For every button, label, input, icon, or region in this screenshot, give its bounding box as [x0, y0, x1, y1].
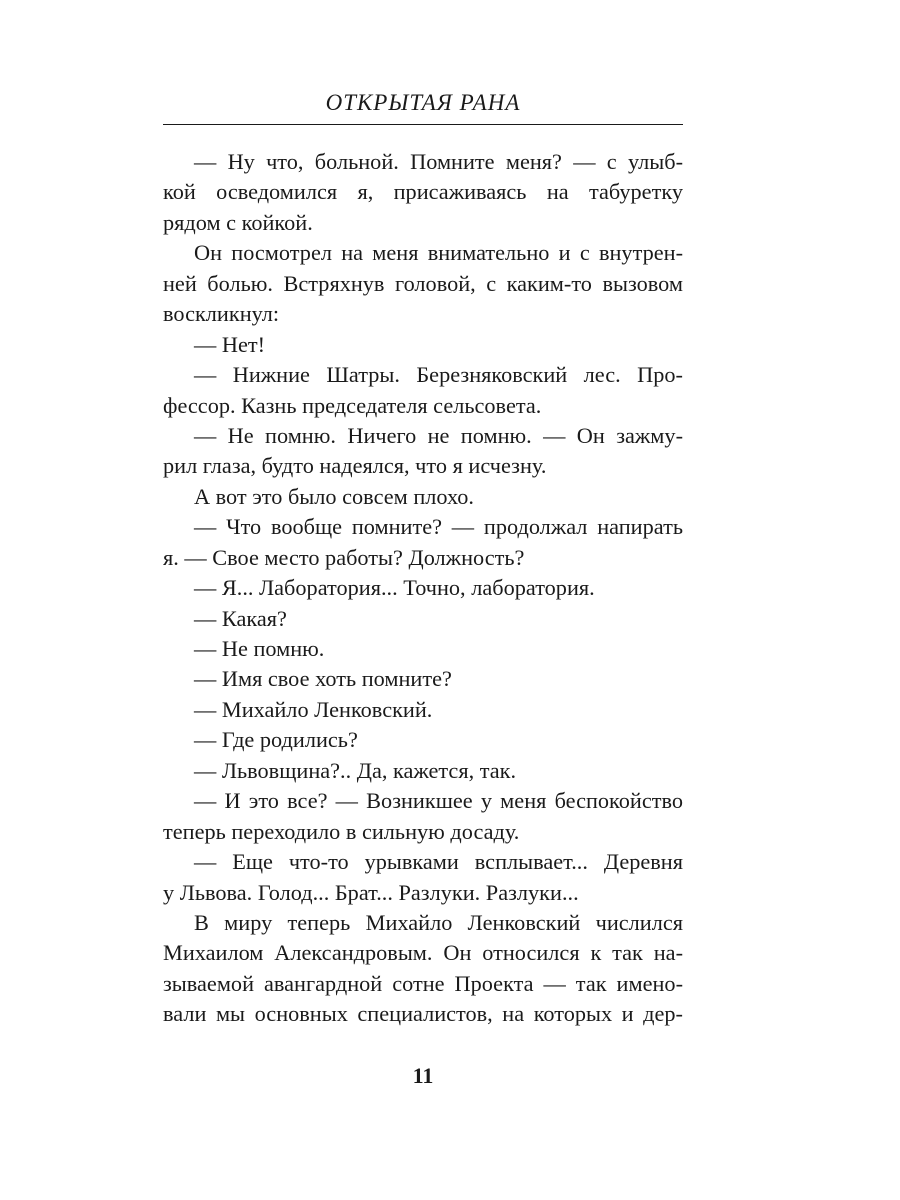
body-text — [163, 147, 683, 1030]
text-line: Михаилом Александровым. Он относился к так на- — [163, 940, 683, 966]
text-line: рядом с койкой. — [163, 209, 313, 235]
text-line: — Нижние Шатры. Березняковский лес. Про- — [194, 362, 683, 388]
text-line: — Какая? — [194, 605, 287, 631]
page-number: 11 — [412, 1063, 434, 1088]
text-line: у Львова. Голод... Брат... Разлуки. Разлуки... — [163, 879, 579, 905]
text-line: кой осведомился я, присаживаясь на табуретку — [163, 179, 683, 205]
text-line: — Где родились? — [194, 727, 358, 753]
text-line: — И это все? — Возникшее у меня беспокойство — [194, 788, 683, 814]
text-line: ней болью. Встряхнув головой, с каким-то вызовом — [163, 270, 683, 296]
text-line: Он посмотрел на меня внимательно и с внутрен- — [194, 240, 683, 266]
text-line: зываемой авангардной сотне Проекта — так имено- — [163, 970, 683, 996]
text-line: А вот это было совсем плохо. — [194, 483, 475, 509]
text-line: — Не помню. Ничего не помню. — Он зажму- — [194, 422, 683, 448]
text-line: — Михайло Ленковский. — [194, 696, 433, 722]
text-line: теперь переходило в сильную досаду. — [163, 818, 520, 844]
text-line: вали мы основных специалистов, на которых и дер- — [163, 1001, 683, 1027]
text-line: фессор. Казнь председателя сельсовета. — [163, 392, 542, 418]
text-line: — Нет! — [194, 331, 266, 357]
text-line: — Я... Лаборатория... Точно, лаборатория. — [194, 575, 595, 601]
text-line: — Не помню. — [194, 636, 325, 661]
text-line: — Что вообще помните? — продолжал напирать — [194, 514, 683, 540]
text-line: — Ну что, больной. Помните меня? — с улыб- — [194, 149, 683, 174]
text-line: — Львовщина?.. Да, кажется, так. — [194, 757, 517, 783]
text-line: — Имя свое хоть помните? — [194, 666, 452, 692]
text-line: — Еще что-то урывками всплывает... Деревня — [194, 849, 683, 875]
running-header — [163, 88, 683, 125]
text-line: я. — Свое место работы? Должность? — [163, 544, 525, 570]
text-line: В миру теперь Михайло Ленковский числился — [194, 909, 683, 935]
running-title: ОТКРЫТАЯ РАНА — [325, 90, 521, 115]
text-line: воскликнул: — [163, 301, 280, 327]
text-line: рил глаза, будто надеялся, что я исчезну. — [163, 453, 547, 479]
